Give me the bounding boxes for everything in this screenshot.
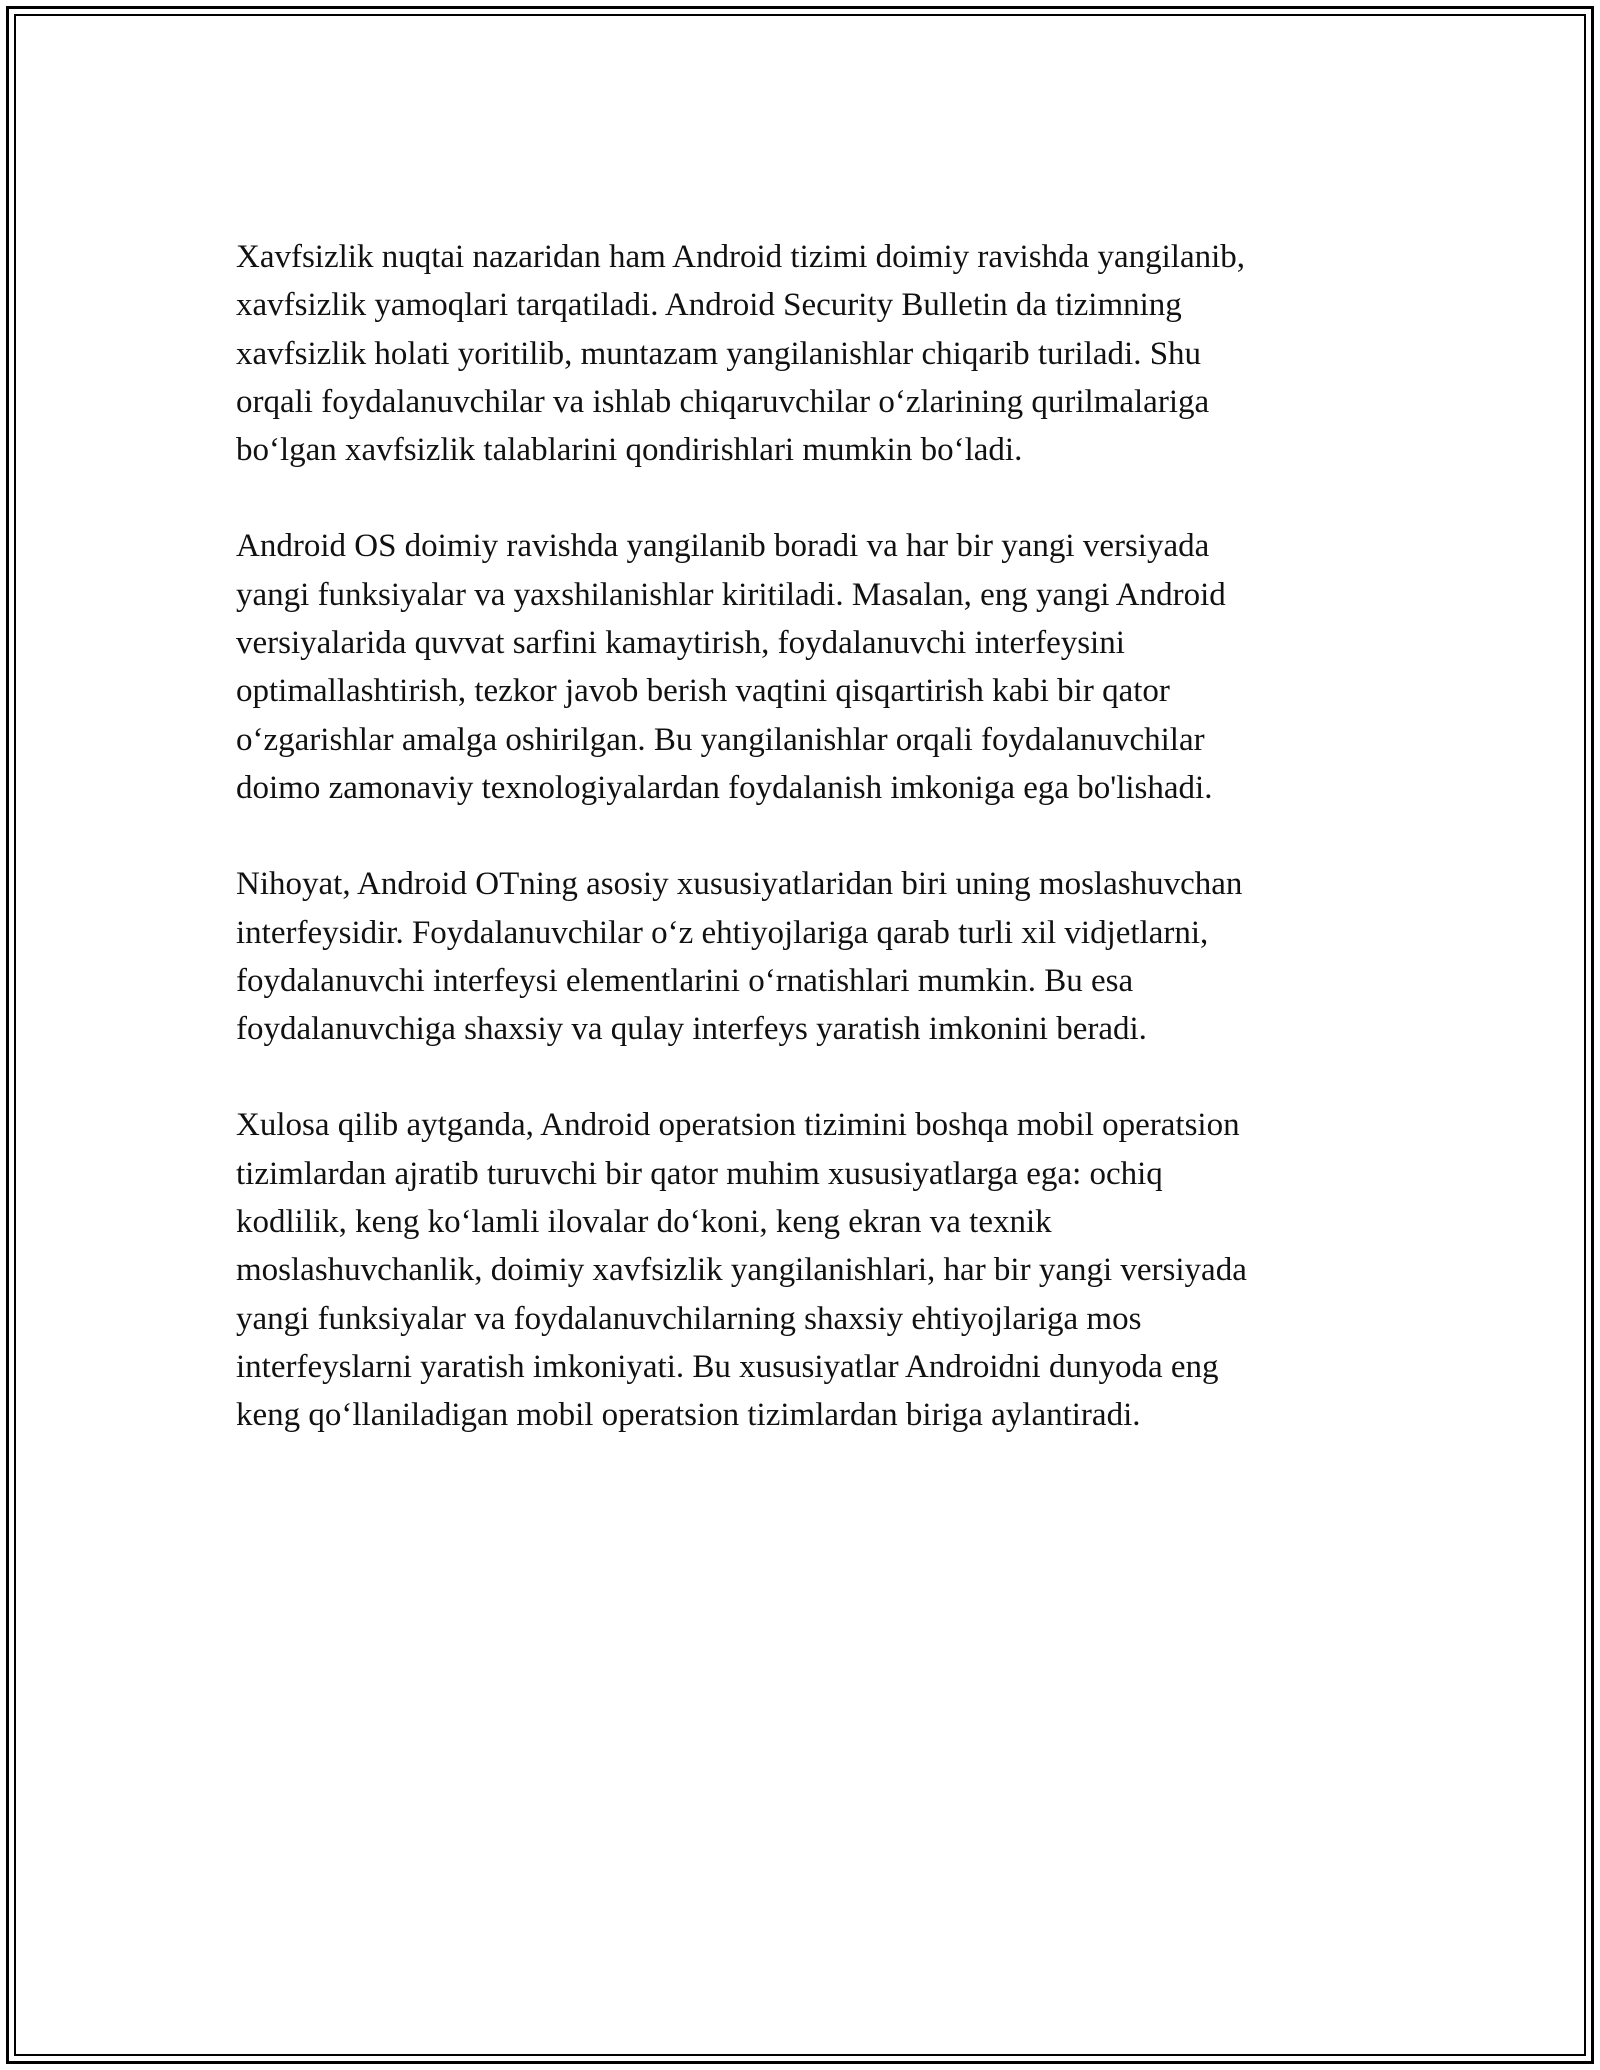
document-body: [236, 233, 1376, 1488]
paragraph-security: Xavfsizlik nuqtai nazaridan ham Android tizimi doimiy ravishda yangilanib, xavfsizlik yamoqlari tarqatiladi. Android Security Bulletin da tizimning xavfsizlik holati yoritilib, muntazam yangilanishlar chiqarib turiladi. Shu orqali foydalanuvchilar va ishlab chiqaruvchilar o‘zlarining qurilmalariga bo‘lgan xavfsizlik talablarini qondirishlari mumkin bo‘ladi.: [236, 239, 1246, 469]
paragraph-updates: Android OS doimiy ravishda yangilanib boradi va har bir yangi versiyada yangi funksiyalar va yaxshilanishlar kiritiladi. Masalan, eng yangi Android versiyalarida quvvat sarfini kamaytirish, foydalanuvchi interfeysini optimallashtirish, tezkor javob berish vaqtini qisqartirish kabi bir qator o‘zgarishlar amalga oshirilgan. Bu yangilanishlar orqali foydalanuvchilar doimo zamonaviy texnologiyalardan foydalanish imkoniga ega bo'lishadi.: [236, 528, 1226, 806]
paragraph-conclusion: Xulosa qilib aytganda, Android operatsion tizimini boshqa mobil operatsion tizimlardan ajratib turuvchi bir qator muhim xususiyatlarga ega: ochiq kodlilik, keng ko‘lamli ilovalar do‘koni, keng ekran va texnik moslashuvchanlik, doimiy xavfsizlik yangilanishlari, har bir yangi versiyada yangi funksiyalar va foydalanuvchilarning shaxsiy ehtiyojlariga mos interfeyslarni yaratish imkoniyati. Bu xususiyatlar Androidni dunyoda eng keng qo‘llaniladigan mobil operatsion tizimlardan biriga aylantiradi.: [236, 1107, 1247, 1434]
paragraph-interface: Nihoyat, Android OTning asosiy xususiyatlaridan biri uning moslashuvchan interfeysidir. Foydalanuvchilar o‘z ehtiyojlariga qarab turli xil vidjetlarni, foydalanuvchi interfeysi elementlarini o‘rnatishlari mumkin. Bu esa foydalanuvchiga shaxsiy va qulay interfeys yaratish imkonini beradi.: [236, 866, 1243, 1048]
